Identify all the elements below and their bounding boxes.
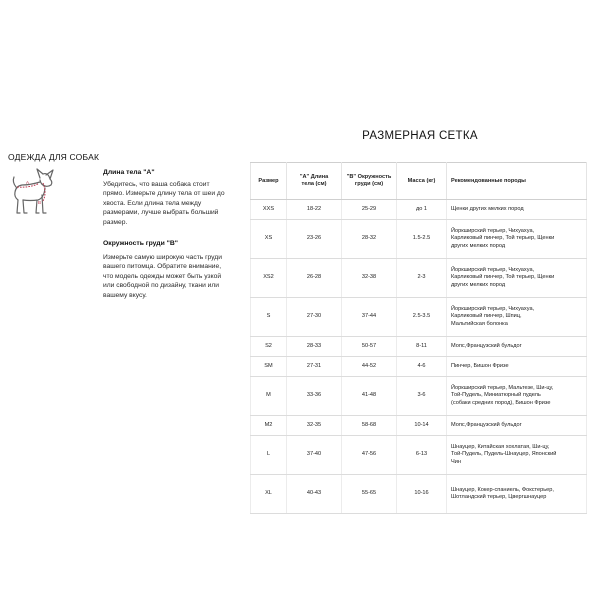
table-row (251, 475, 587, 514)
cell-size: S (251, 298, 287, 337)
cell-breeds: Йоркширский терьер, Мальтезе, Ши-цу, Той-Пудель, Миниатюрный пудель (собаки средних пород), Бишон Фризе (447, 377, 587, 416)
cell-chest: 44-52 (342, 357, 397, 377)
cell-weight: 1.5-2.5 (397, 220, 447, 259)
body-length-text: Убедитесь, что ваша собака стоит прямо. Измерьте длину тела от шеи до хвоста. Если длина тела между размерами, лучше выбрать больший размер. (103, 181, 225, 226)
table-row (251, 220, 587, 259)
cell-size: SM (251, 357, 287, 377)
header-length: "А" Длина тела (см) (287, 163, 342, 200)
cell-chest: 28-32 (342, 220, 397, 259)
cell-size: XS2 (251, 259, 287, 298)
cell-weight: 10-14 (397, 416, 447, 436)
cell-breeds: Мопс,Французский бульдог (447, 416, 587, 436)
cell-size: M2 (251, 416, 287, 436)
header-weight: Масса (кг) (397, 163, 447, 200)
cell-chest: 47-56 (342, 436, 397, 475)
cell-breeds: Мопс,Французский бульдог (447, 337, 587, 357)
table-row (251, 416, 587, 436)
cell-size: XXS (251, 200, 287, 220)
cell-size: XS (251, 220, 287, 259)
cell-chest: 58-68 (342, 416, 397, 436)
cell-size: M (251, 377, 287, 416)
cell-breeds: Шнауцер, Кокер-спаниель, Фокстерьер, Шотландский терьер, Цвергшнауцер (447, 475, 587, 514)
cell-length: 27-31 (287, 357, 342, 377)
table-row (251, 436, 587, 475)
cell-weight: 4-6 (397, 357, 447, 377)
cell-weight: 8-11 (397, 337, 447, 357)
cell-breeds: Шнауцер, Китайская хохлатая, Ши-цу, Той-Пудель, Пудель-Шнауцер, Японский Чин (447, 436, 587, 475)
cell-size: XL (251, 475, 287, 514)
cell-length: 40-43 (287, 475, 342, 514)
cell-length: 37-40 (287, 436, 342, 475)
cell-chest: 50-57 (342, 337, 397, 357)
chest-marker-icon: B (38, 200, 42, 205)
table-header-row (251, 163, 587, 200)
chest-girth-heading: Окружность груди "В" (103, 240, 179, 247)
cell-chest: 41-48 (342, 377, 397, 416)
cell-length: 33-36 (287, 377, 342, 416)
cell-weight: 6-13 (397, 436, 447, 475)
size-chart-table (250, 162, 587, 514)
cell-breeds: Йоркширский терьер, Чихуахуа, Карликовый пинчер, Той терьер, Щенки других мелких пород (447, 259, 587, 298)
cell-chest: 32-38 (342, 259, 397, 298)
cell-weight: 3-6 (397, 377, 447, 416)
header-size: Размер (251, 163, 287, 200)
cell-chest: 25-29 (342, 200, 397, 220)
chest-girth-text: Измерьте самую широкую часть груди вашего питомца. Обратите внимание, что модель одежды может быть узкой или свободной по дизайну, ткани или вашему вкусу. (103, 254, 222, 299)
cell-breeds: Щенки других мелких пород (447, 200, 587, 220)
cell-breeds: Йоркширский терьер, Чихуахуа, Карликовый пинчер, Той терьер, Щенки других мелких пород (447, 220, 587, 259)
cell-length: 18-22 (287, 200, 342, 220)
table-row (251, 357, 587, 377)
cell-length: 28-33 (287, 337, 342, 357)
table-row (251, 337, 587, 357)
cell-length: 32-35 (287, 416, 342, 436)
cell-size: S2 (251, 337, 287, 357)
cell-size: L (251, 436, 287, 475)
cell-chest: 37-44 (342, 298, 397, 337)
body-length-heading: Длина тела "А" (103, 169, 155, 176)
header-breeds: Рекомендованные породы (447, 163, 587, 200)
dog-measurement-illustration (10, 168, 58, 222)
page-title: РАЗМЕРНАЯ СЕТКА (362, 130, 478, 142)
table-row (251, 259, 587, 298)
cell-length: 23-26 (287, 220, 342, 259)
cell-chest: 55-65 (342, 475, 397, 514)
cell-weight: 2.5-3.5 (397, 298, 447, 337)
cell-weight: до 1 (397, 200, 447, 220)
category-title: ОДЕЖДА ДЛЯ СОБАК (8, 152, 100, 162)
cell-length: 26-28 (287, 259, 342, 298)
cell-weight: 10-16 (397, 475, 447, 514)
table-row (251, 200, 587, 220)
cell-weight: 2-3 (397, 259, 447, 298)
length-marker-icon: A (26, 180, 30, 185)
table-row (251, 298, 587, 337)
cell-length: 27-30 (287, 298, 342, 337)
header-chest: "В" Окружность груди (см) (342, 163, 397, 200)
cell-breeds: Пинчер, Бишон Фризе (447, 357, 587, 377)
table-row (251, 377, 587, 416)
cell-breeds: Йоркширский терьер, Чихуахуа, Карликовый пинчер, Шпиц, Мальтийская болонка (447, 298, 587, 337)
